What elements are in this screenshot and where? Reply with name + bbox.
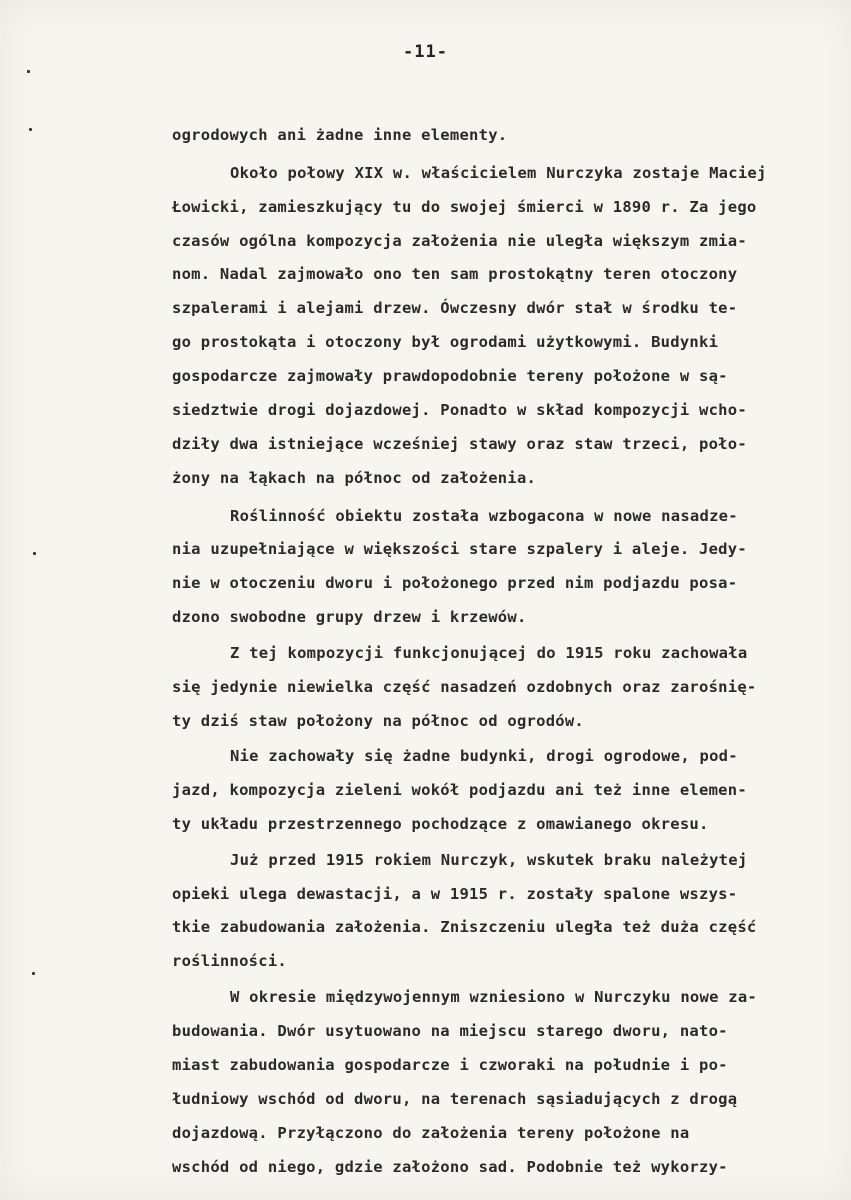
margin-mark	[33, 552, 36, 555]
text-line: dzono swobodne grupy drzew i krzewów.	[172, 608, 527, 626]
text-line: Nie zachowały się żadne budynki, drogi ogrodowe, pod-	[230, 747, 738, 765]
text-line: Już przed 1915 rokiem Nurczyk, wskutek braku należytej	[230, 851, 748, 869]
text-line: Z tej kompozycji funkcjonującej do 1915 roku zachowała	[230, 644, 748, 662]
text-line: opieki ulega dewastacji, a w 1915 r. zostały spalone wszys-	[172, 885, 738, 903]
text-line: roślinności.	[172, 952, 287, 970]
text-line: dojazdową. Przyłączono do założenia tereny położone na	[172, 1124, 690, 1142]
text-line: jazd, kompozycja zieleni wokół podjazdu ani też inne elemen-	[172, 781, 747, 799]
text-line: się jedynie niewielka część nasadzeń ozdobnych oraz zarośnię-	[172, 678, 757, 696]
text-line: Około połowy XIX w. właścicielem Nurczyka zostaje Maciej	[230, 164, 767, 182]
text-line: ogrodowych ani żadne inne elementy.	[172, 126, 508, 144]
text-line: budowania. Dwór usytuowano na miejscu starego dworu, nato-	[172, 1022, 728, 1040]
text-line: ty układu przestrzennego pochodzące z omawianego okresu.	[172, 815, 709, 833]
text-line: nia uzupełniające w większości stare szpalery i aleje. Jedy-	[172, 540, 747, 558]
text-line: Roślinność obiektu została wzbogacona w nowe nasadze-	[230, 507, 738, 525]
page-number: -11-	[403, 42, 448, 62]
text-line: W okresie międzywojennym wzniesiono w Nurczyku nowe za-	[230, 988, 757, 1006]
margin-mark	[27, 70, 30, 73]
text-line: miast zabudowania gospodarcze i czworaki na południe i po-	[172, 1056, 728, 1074]
text-line: łudniowy wschód od dworu, na terenach sąsiadujących z drogą	[172, 1090, 738, 1108]
text-line: szpalerami i alejami drzew. Ówczesny dwór stał w środku te-	[172, 299, 738, 317]
margin-mark	[32, 972, 35, 975]
text-line: czasów ogólna kompozycja założenia nie uległa większym zmia-	[172, 232, 747, 250]
text-line: żony na łąkach na północ od założenia.	[172, 469, 537, 487]
text-line: Łowicki, zamieszkujący tu do swojej śmierci w 1890 r. Za jego	[172, 198, 757, 216]
margin-mark	[29, 128, 32, 131]
text-line: wschód od niego, gdzie założono sad. Podobnie też wykorzy-	[172, 1158, 728, 1176]
text-line: gospodarcze zajmowały prawdopodobnie tereny położone w są-	[172, 367, 728, 385]
text-line: tkie zabudowania założenia. Zniszczeniu uległa też duża część	[172, 918, 757, 936]
text-line: dziły dwa istniejące wcześniej stawy oraz staw trzeci, poło-	[172, 435, 747, 453]
text-line: ty dziś staw położony na północ od ogrodów.	[172, 712, 585, 730]
text-line: nom. Nadal zajmowało ono ten sam prostokątny teren otoczony	[172, 265, 738, 283]
text-line: siedztwie drogi dojazdowej. Ponadto w skład kompozycji wcho-	[172, 401, 747, 419]
text-line: nie w otoczeniu dworu i położonego przed nim podjazdu posa-	[172, 574, 738, 592]
text-line: go prostokąta i otoczony był ogrodami użytkowymi. Budynki	[172, 333, 719, 351]
